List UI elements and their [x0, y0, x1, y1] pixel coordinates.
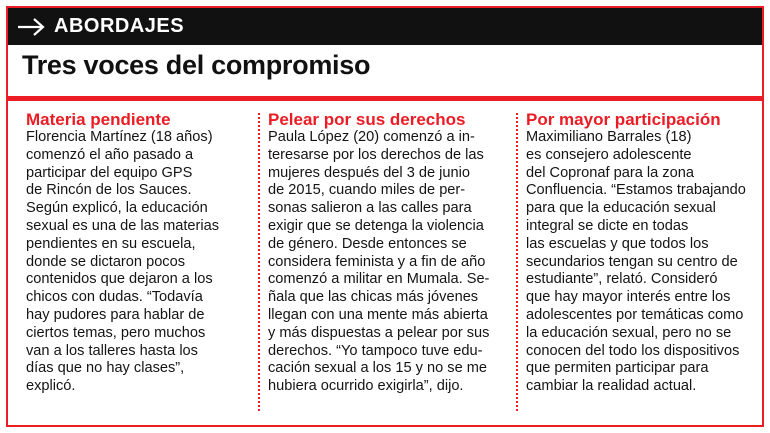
text-line: considera feminista y a fin de año: [268, 253, 486, 270]
text-line: la educación sexual, pero no se: [526, 324, 732, 341]
text-line: explicó.: [26, 378, 76, 395]
text-line: de género. Desde entonces se: [268, 235, 467, 252]
text-line: comenzó a militar en Mumala. Se-: [268, 271, 490, 288]
text-line: es consejero adolescente: [526, 146, 692, 163]
text-line: del Copronaf para la zona: [526, 164, 694, 181]
text-line: adolescentes por temáticas como: [526, 306, 744, 323]
article-columns: [8, 101, 762, 425]
column-por-mayor-participacion: [526, 101, 758, 425]
column-divider: [258, 113, 260, 411]
text-line: para que la educación sexual: [526, 200, 716, 217]
text-line: de 2015, cuando miles de per-: [268, 182, 466, 199]
text-line: hubiera ocurrido exigirla”, dijo.: [268, 378, 464, 395]
text-line: donde se dictaron pocos: [26, 253, 186, 270]
text-line: integral se dicte en todas: [526, 217, 689, 234]
section-bar: [8, 8, 762, 45]
section-label: ABORDAJES: [54, 15, 185, 37]
text-line: estudiante”, relató. Consideró: [526, 271, 718, 288]
text-line: van a los talleres hasta los: [26, 342, 198, 359]
text-line: secundarios tengan su centro de: [526, 253, 738, 270]
text-line: que hay mayor interés entre los: [526, 289, 731, 306]
text-line: Maximiliano Barrales (18): [526, 129, 692, 145]
text-line: teresarse por los derechos de las: [268, 146, 484, 163]
text-line: Confluencia. “Estamos trabajando: [526, 182, 746, 199]
text-line: sexual es una de las materias: [26, 217, 220, 234]
text-line: contenidos que dejaron a los: [26, 271, 213, 288]
text-line: ciertos temas, pero muchos: [26, 324, 206, 341]
text-line: exigir que se detenga la violencia: [268, 217, 484, 234]
column-title: Por mayor participación: [526, 110, 721, 129]
arrow-right-icon: [12, 8, 50, 45]
column-pelear-por-sus-derechos: [268, 101, 508, 425]
text-line: cambiar la realidad actual.: [526, 378, 697, 395]
text-line: Florencia Martínez (18 años): [26, 129, 213, 145]
text-line: mujeres después del 3 de junio: [268, 164, 471, 181]
article-box: [6, 6, 764, 427]
column-divider: [516, 113, 518, 411]
column-title: Pelear por sus derechos: [268, 110, 466, 129]
text-line: chicos con dudas. “Todavía: [26, 289, 203, 306]
text-line: ñala que las chicas más jóvenes: [268, 289, 479, 306]
text-line: comenzó el año pasado a: [26, 146, 194, 163]
text-line: las escuelas y que todos los: [526, 235, 709, 252]
text-line: Según explicó, la educación: [26, 200, 208, 217]
text-line: derechos. “Yo tampoco tuve edu-: [268, 342, 483, 359]
text-line: de Rincón de los Sauces.: [26, 182, 192, 199]
text-line: llegan con una mente más abierta: [268, 306, 488, 323]
text-line: hay pudores para hablar de: [26, 306, 205, 323]
column-title: Materia pendiente: [26, 110, 171, 129]
text-line: días que no hay clases”,: [26, 360, 185, 377]
text-line: que permiten participar para: [526, 360, 709, 377]
text-line: participar del equipo GPS: [26, 164, 193, 181]
text-line: conocen del todo los dispositivos: [526, 342, 740, 359]
text-line: cación sexual a los 15 y no se me: [268, 360, 488, 377]
text-line: y más dispuestas a pelear por sus: [268, 324, 490, 341]
text-line: sonas salieron a las calles para: [268, 200, 472, 217]
text-line: Paula López (20) comenzó a in-: [268, 129, 475, 145]
column-materia-pendiente: [26, 101, 254, 425]
text-line: pendientes en su escuela,: [26, 235, 196, 252]
page-title: Tres voces del compromiso: [22, 50, 371, 80]
